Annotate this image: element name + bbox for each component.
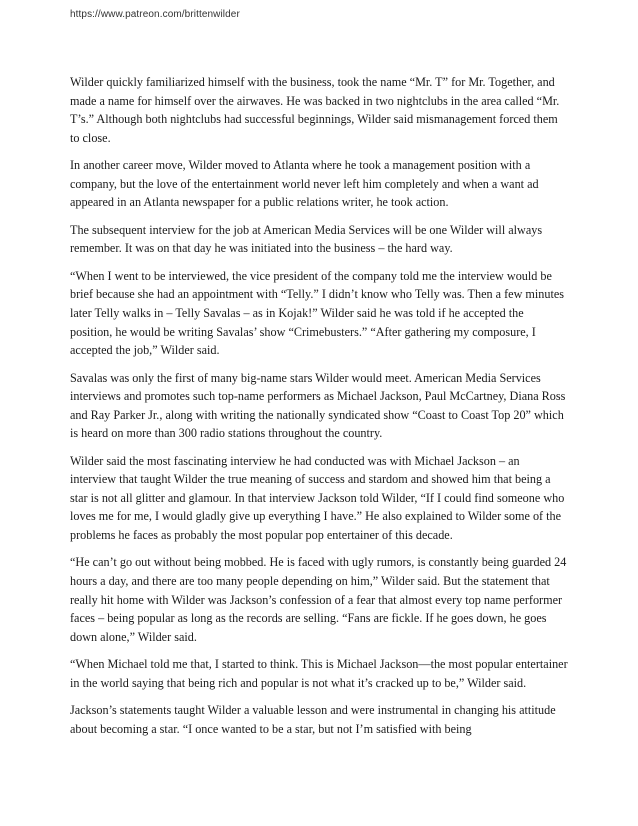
paragraph: Wilder quickly familiarized himself with the business, took the name “Mr. T” for Mr. Together, and made a name for himself over the airwaves. He was backed in two nightclubs in the area called “Mr. T’s.” Although both nightclubs had successful beginnings, Wilder said mismanagement forced them to close. xyxy=(70,75,560,145)
paragraph: “He can’t go out without being mobbed. He is faced with ugly rumors, is constantly being guarded 24 hours a day, and there are too many people depending on him,” Wilder said. But the statement that really hit home with Wilder was Jackson’s confession of a fear that almost every top name performer faces – being popular as long as the records are selling. “Fans are fickle. If he goes down, he goes down alone,” Wilder said. xyxy=(70,555,567,644)
paragraph: “When Michael told me that, I started to think. This is Michael Jackson—the most popular entertainer in the world saying that being rich and popular is not what it’s cracked up to be,” Wilder said. xyxy=(70,657,568,690)
paragraph: In another career move, Wilder moved to Atlanta where he took a management position with a company, but the love of the entertainment world never left him completely and when a want ad appeared in an Atlanta newspaper for a public relations writer, he took action. xyxy=(70,158,539,210)
paragraph: Jackson’s statements taught Wilder a valuable lesson and were instrumental in changing his attitude about becoming a star. “I once wanted to be a star, but not I’m satisfied with being xyxy=(70,703,556,736)
paragraph: Wilder said the most fascinating interview he had conducted was with Michael Jackson – an interview that taught Wilder the true meaning of success and stardom and showed him that being a star is not all glitter and glamour. In that interview Jackson told Wilder, “If I could find someone who loves me for me, I would gladly give up everything I have.” He also explained to Wilder some of the problems he faces as probably the most popular pop entertainer of this decade. xyxy=(70,453,565,543)
article-body xyxy=(70,73,568,747)
header-url[interactable]: https://www.patreon.com/brittenwilder xyxy=(70,9,240,20)
paragraph: “When I went to be interviewed, the vice president of the company told me the interview would be brief because she had an appointment with “Telly.” I didn’t know who Telly was. Then a few minutes later Telly walks in – Telly Savalas – as in Kojak!” Wilder said he was told if he accepted the position, he would be writing Savalas’ show “Crimebusters.” “After gathering my composure, I accepted the job,” Wilder said. xyxy=(70,268,565,358)
paragraph: The subsequent interview for the job at American Media Services will be one Wilder will always remember. It was on that day he was initiated into the business – the hard way. xyxy=(70,222,543,256)
paragraph: Savalas was only the first of many big-name stars Wilder would meet. American Media Services interviews and promotes such top-name performers as Michael Jackson, Paul McCartney, Diana Ross and Ray Parker Jr., along with writing the nationally syndicated show “Coast to Coast Top 20” which is heard on more than 300 radio stations throughout the country. xyxy=(70,370,566,441)
